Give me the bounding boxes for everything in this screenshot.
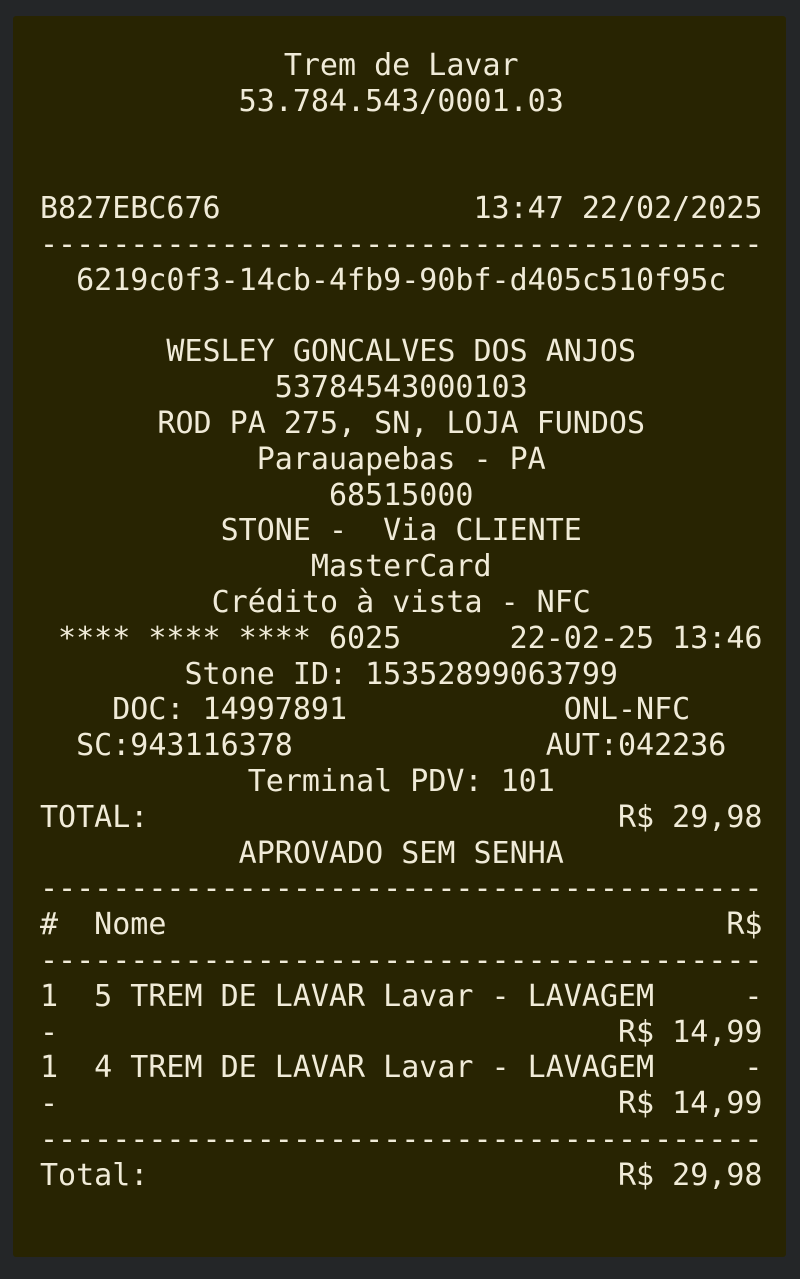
doc-onl-row: DOC: 14997891 ONL-NFC bbox=[40, 692, 691, 728]
merchant-cnpj: 53.784.543/0001.03 bbox=[238, 83, 564, 119]
item-1-price-row-right: R$ 14,99 bbox=[617, 1014, 763, 1050]
item-1-price-row-left: - bbox=[40, 1014, 59, 1050]
merchant-zip: 68515000 bbox=[328, 477, 474, 513]
blank-line bbox=[40, 120, 762, 156]
merchant-cnpj-digits: 53784543000103 bbox=[274, 370, 528, 406]
item-1-description-right: - bbox=[744, 978, 763, 1014]
sc-aut-row: SC:943116378 AUT:042236 bbox=[40, 728, 727, 764]
approval-status: APROVADO SEM SENHA bbox=[238, 835, 564, 871]
transaction-id: 6219c0f3-14cb-4fb9-90bf-d405c510f95c bbox=[76, 262, 727, 298]
item-1-description-left: 1 5 TREM DE LAVAR Lavar - LAVAGEM bbox=[40, 978, 655, 1014]
divider: ---------------------------------------- bbox=[40, 942, 763, 978]
grand-total-row-right: R$ 29,98 bbox=[617, 1157, 763, 1193]
merchant-legal-name: WESLEY GONCALVES DOS ANJOS bbox=[166, 334, 637, 370]
item-2-description-right: - bbox=[744, 1050, 763, 1086]
merchant-address: ROD PA 275, SN, LOJA FUNDOS bbox=[157, 405, 646, 441]
total-row-right: R$ 29,98 bbox=[617, 799, 763, 835]
stone-id: Stone ID: 15352899063799 bbox=[184, 656, 618, 692]
items-header-row-left: # Nome bbox=[40, 907, 167, 943]
card-mask-row-right: 22-02-25 13:46 bbox=[509, 620, 763, 656]
grand-total-row bbox=[40, 1158, 762, 1194]
receipt-code-row-right: 13:47 22/02/2025 bbox=[473, 191, 763, 227]
item-2-description-left: 1 4 TREM DE LAVAR Lavar - LAVAGEM bbox=[40, 1050, 655, 1086]
acquirer-via: STONE - Via CLIENTE bbox=[220, 513, 582, 549]
receipt-code-row bbox=[40, 191, 762, 227]
receipt-paper bbox=[13, 16, 786, 1257]
divider: ---------------------------------------- bbox=[40, 871, 763, 907]
merchant-name: Trem de Lavar bbox=[283, 48, 519, 83]
item-1-price-row bbox=[40, 1015, 762, 1051]
terminal-pdv: Terminal PDV: 101 bbox=[247, 763, 555, 799]
item-1-description bbox=[40, 979, 762, 1015]
card-brand: MasterCard bbox=[310, 549, 492, 585]
blank-line bbox=[40, 299, 762, 335]
grand-total-row-left: Total: bbox=[40, 1157, 149, 1193]
receipt-lines bbox=[13, 16, 786, 1194]
receipt-code-row-left: B827EBC676 bbox=[40, 191, 221, 227]
blank-line bbox=[40, 155, 762, 191]
item-2-description bbox=[40, 1050, 762, 1086]
divider: ---------------------------------------- bbox=[40, 1121, 763, 1157]
card-mask-row-left: **** **** **** 6025 bbox=[40, 620, 402, 656]
payment-method: Crédito à vista - NFC bbox=[211, 584, 591, 620]
total-row-left: TOTAL: bbox=[40, 799, 149, 835]
item-2-price-row-right: R$ 14,99 bbox=[617, 1086, 763, 1122]
items-header-row bbox=[40, 907, 762, 943]
item-2-price-row-left: - bbox=[40, 1086, 59, 1122]
divider: ---------------------------------------- bbox=[40, 226, 763, 262]
merchant-city-state: Parauapebas - PA bbox=[256, 441, 546, 477]
card-mask-row bbox=[40, 621, 762, 657]
total-row bbox=[40, 800, 762, 836]
item-2-price-row bbox=[40, 1086, 762, 1122]
items-header-row-right: R$ bbox=[726, 907, 763, 943]
